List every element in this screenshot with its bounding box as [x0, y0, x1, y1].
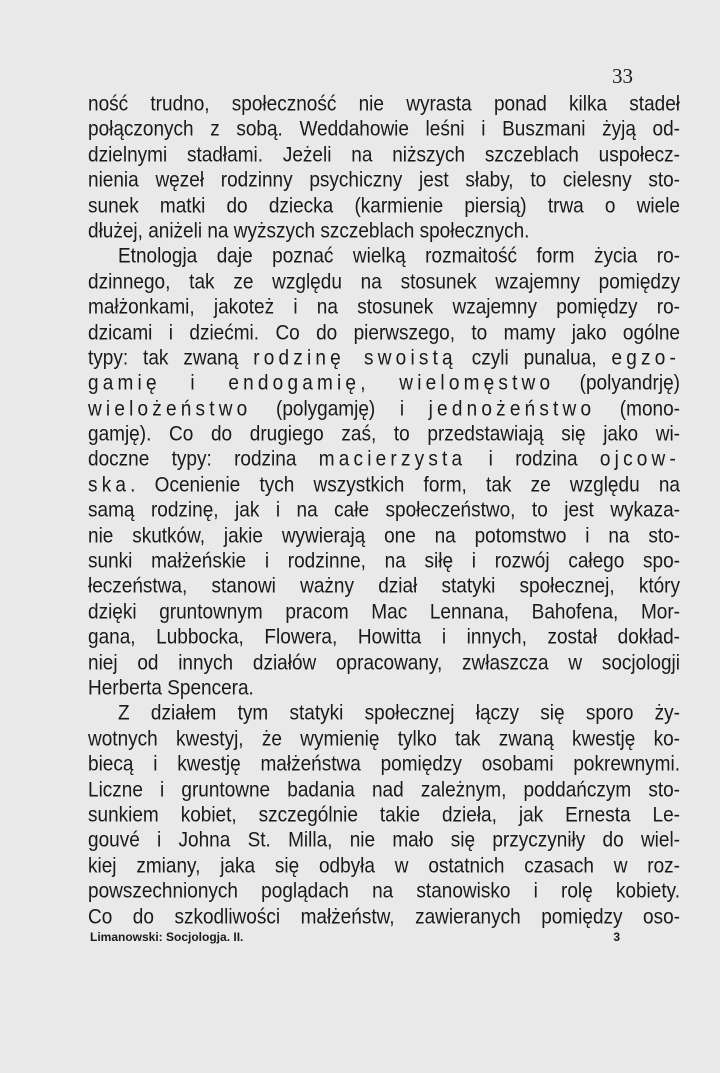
text-line: sunek matki do dziecka (karmienie piersią) trwa o wiele	[88, 194, 680, 218]
paragraph	[88, 92, 680, 244]
text-line: małżonkami, jakoteż i na stosunek wzajemny pomiędzy ro-	[88, 295, 680, 320]
spaced-emphasis: jednożeństwo	[428, 397, 596, 421]
text-segment: (polygamję) i	[251, 397, 429, 421]
text-line	[88, 370, 680, 398]
text-line: gana, Lubbocka, Flowera, Howitta i innych, został dokład-	[88, 625, 680, 650]
text-segment: (mono-	[595, 397, 680, 421]
text-line: dzięki gruntownym pracom Mac Lennana, Bahofena, Mor-	[88, 600, 680, 625]
text-line: gouvé i Johna St. Milla, nie mało się przyczyniły do wiel-	[88, 829, 680, 853]
text-line: powszechnionych poglądach na stanowisko i rolę kobiety.	[88, 879, 680, 904]
spaced-emphasis: wielożeństwo	[88, 397, 252, 421]
text-line: biecą i kwestję małżeństwa pomiędzy osobami pokrewnymi.	[88, 752, 680, 777]
text-segment: (polyandrję)	[554, 372, 680, 396]
text-line: dłużej, aniżeli na wyższych szczeblach społecznych.	[88, 219, 530, 244]
paragraph	[88, 701, 680, 930]
body-text	[88, 92, 680, 930]
spaced-emphasis: gamię i endogamię, wielomęstwo	[88, 372, 555, 396]
paragraph	[88, 244, 680, 701]
text-segment: i rodzina	[466, 448, 600, 472]
spaced-emphasis: ojcow-	[599, 448, 680, 472]
text-segment: . Ocenienie tych wszystkich form, tak ze względu na	[130, 473, 680, 498]
text-line: niej od innych działów opracowany, zwłaszcza w socjologji	[88, 651, 680, 675]
text-segment: doczne typy: rodzina	[88, 448, 319, 472]
text-line: łeczeństwa, stanowi ważny dział statyki społecznej, który	[88, 575, 680, 599]
text-line: ność trudno, społeczność nie wyrasta ponad kilka stadeł	[88, 92, 680, 117]
spaced-emphasis: rodzinę swoistą	[253, 346, 457, 371]
text-line: Liczne i gruntowne badania nad zależnym, poddańczym sto-	[88, 778, 680, 802]
text-line: dzicami i dziećmi. Co do pierwszego, to mamy jako ogólne	[88, 321, 680, 345]
footer-signature: Limanowski: Socjologja. II.	[90, 930, 244, 944]
spaced-emphasis: ska	[88, 473, 131, 498]
text-line	[88, 446, 680, 474]
text-line: gamję). Co do drugiego zaś, to przedstawiają się jako wi-	[88, 422, 680, 447]
footer-sheet-number: 3	[613, 930, 620, 944]
text-line: dzielnymi stadłami. Jeżeli na niższych szczeblach uspołecz-	[88, 143, 680, 168]
text-line: sunkiem kobiet, szczególnie takie dzieła, jak Ernesta Le-	[88, 803, 680, 828]
text-line: nie skutków, jakie wywierają one na potomstwo i na sto-	[88, 524, 680, 548]
text-line: Herberta Spencera.	[88, 676, 254, 701]
text-line: samą rodzinę, jak i na całe społeczeństwo, to jest wykaza-	[88, 498, 680, 523]
text-line: Etnologja daje poznać wielką rozmaitość form życia ro-	[118, 245, 680, 269]
text-line: wotnych kwestyj, że wymienię tylko tak zwaną kwestję ko-	[88, 727, 680, 752]
text-line: połączonych z sobą. Weddahowie leśni i Buszmani żyją od-	[88, 118, 680, 142]
text-line: kiej zmiany, jaka się odbyła w ostatnich czasach w roz-	[88, 854, 680, 878]
text-line: dzinnego, tak ze względu na stosunek wzajemny pomiędzy	[88, 270, 680, 294]
page-number: 33	[612, 64, 633, 88]
spaced-emphasis: egzo-	[611, 346, 680, 371]
footer	[90, 930, 620, 944]
spaced-emphasis: macierzysta	[318, 448, 467, 472]
text-line: nienia węzeł rodzinny psychiczny jest słaby, to cielesny sto-	[88, 168, 680, 193]
text-line: Co do szkodliwości małżeństw, zawieranych pomiędzy oso-	[88, 905, 680, 929]
text-line: Z działem tym statyki społecznej łączy się sporo ży-	[118, 702, 680, 726]
text-segment: typy: tak zwaną	[88, 346, 254, 371]
text-line: sunki małżeńskie i rodzinne, na siłę i rozwój całego spo-	[88, 549, 680, 574]
text-line	[88, 395, 680, 423]
text-segment: czyli punalua,	[456, 346, 612, 371]
